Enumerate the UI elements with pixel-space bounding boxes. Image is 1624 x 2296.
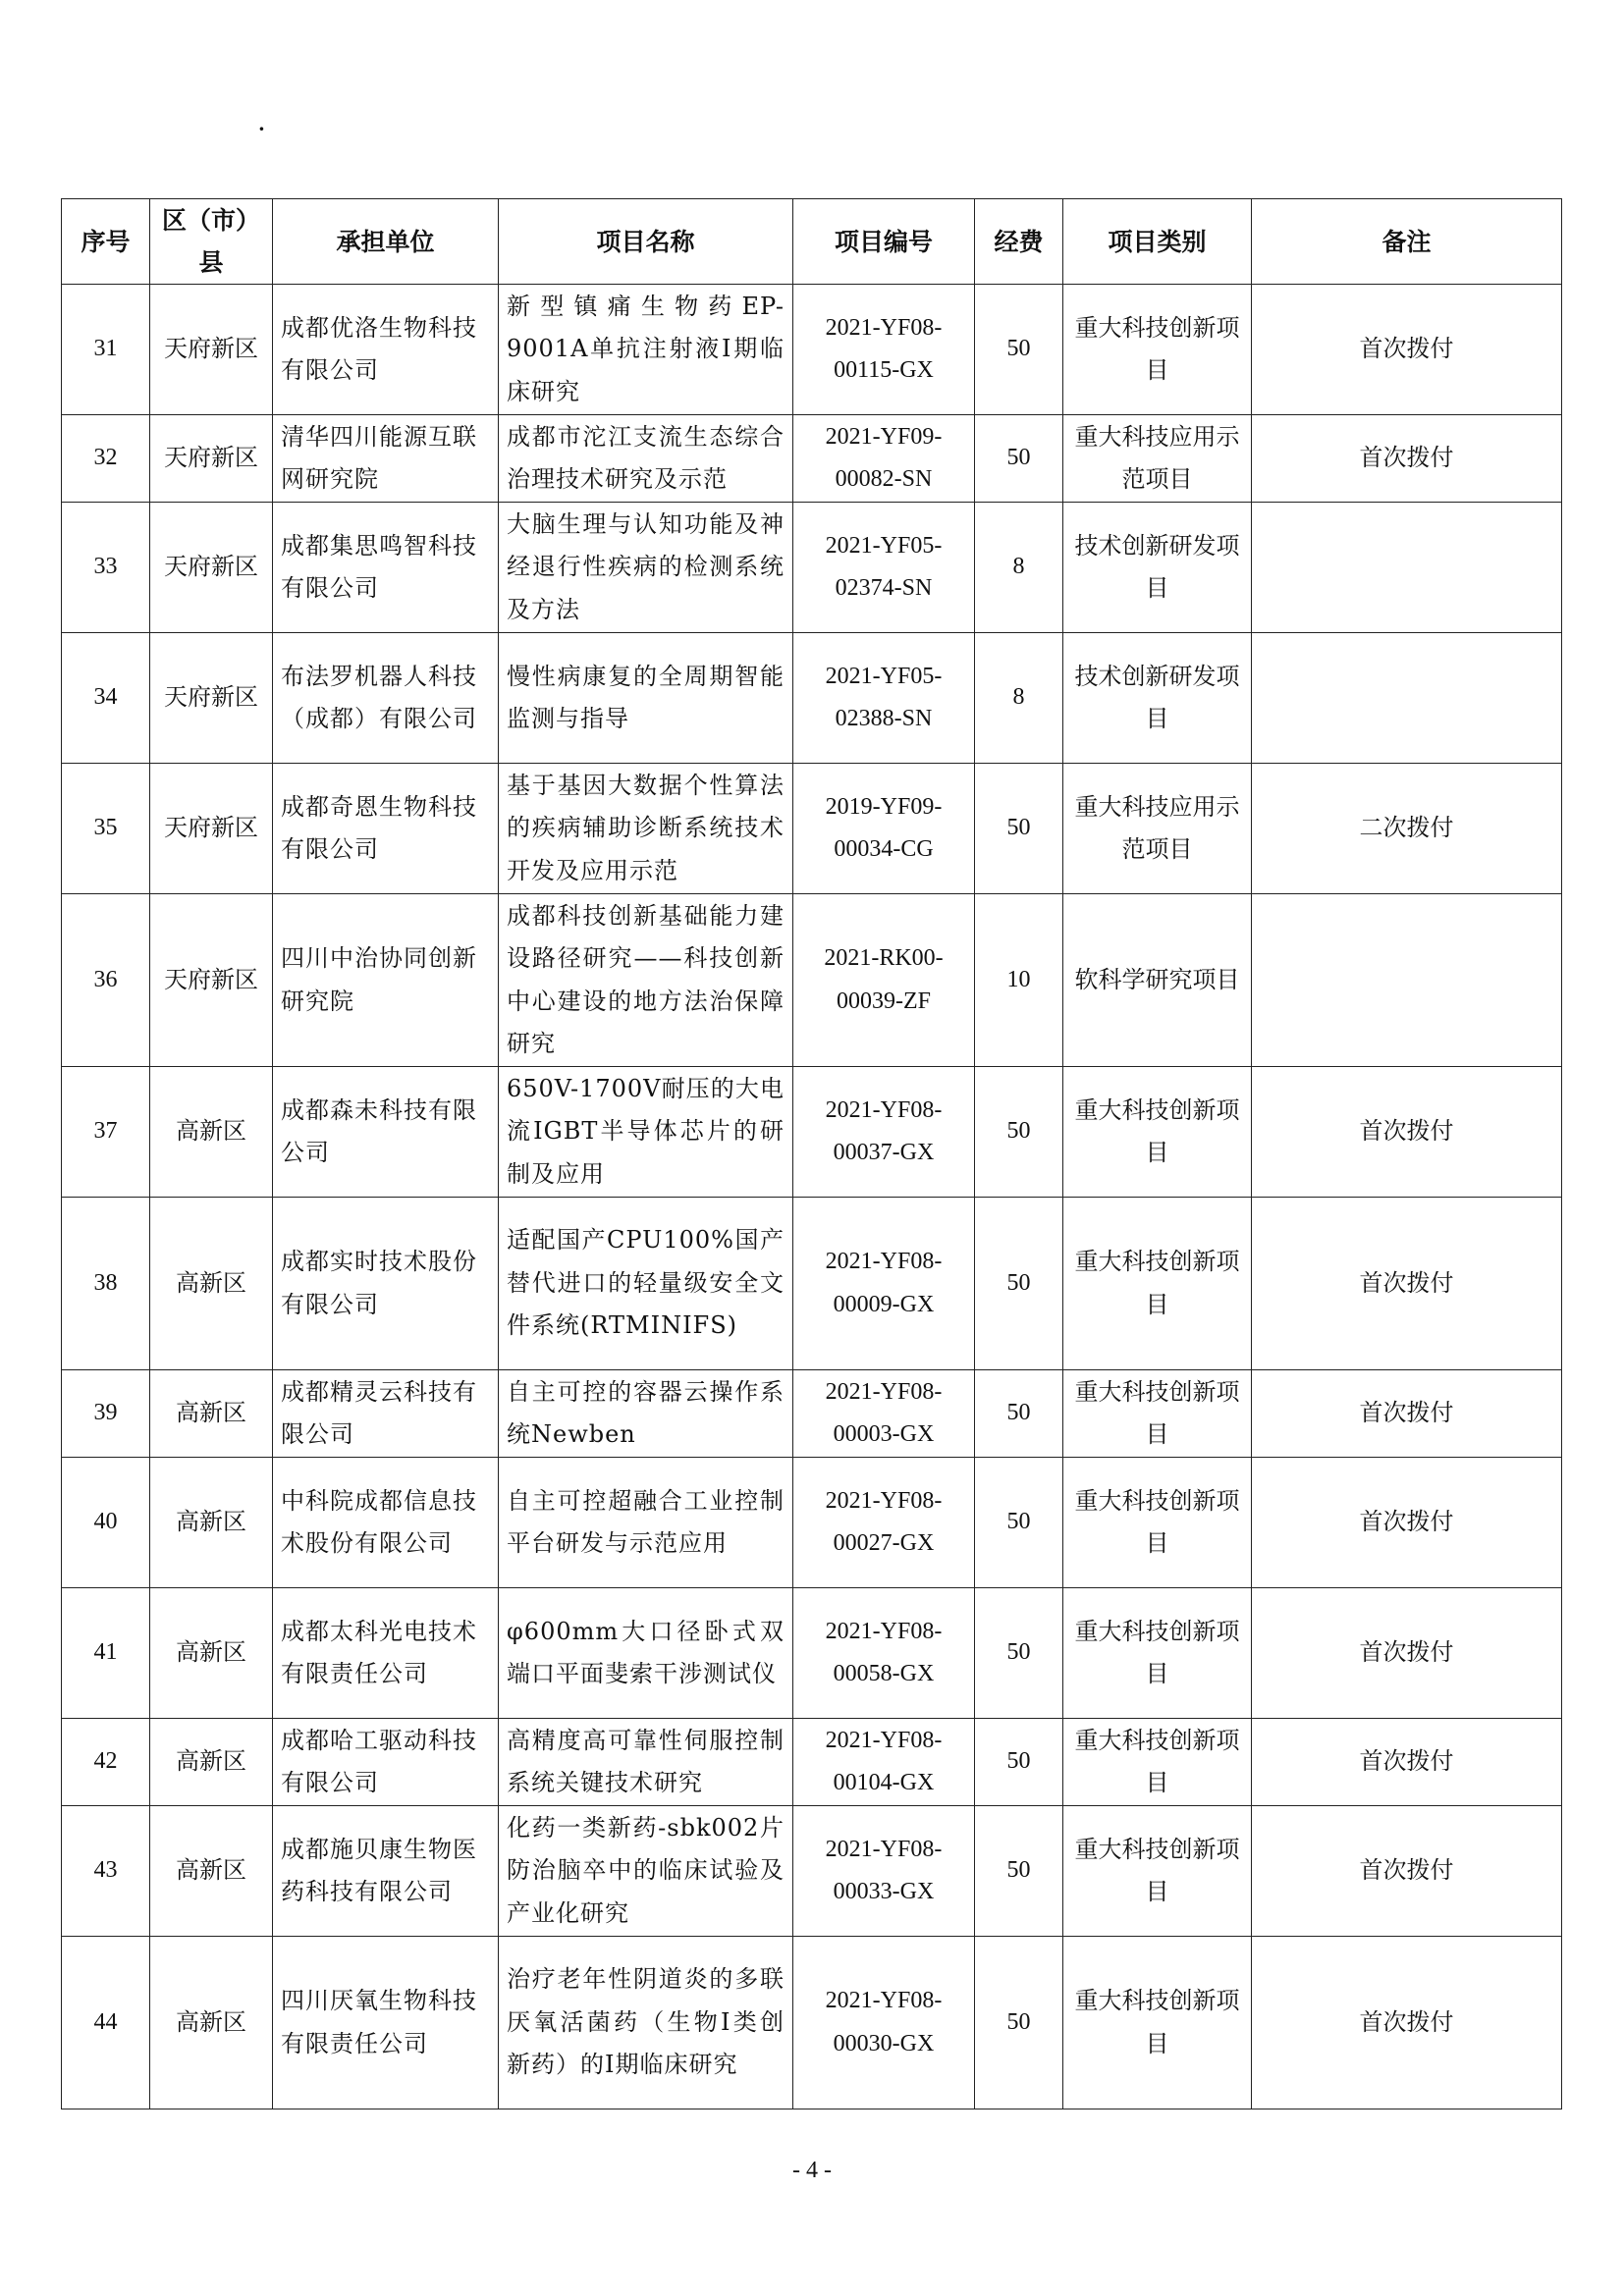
cell-category: 技术创新研发项目: [1063, 503, 1252, 633]
cell-district: 天府新区: [150, 415, 273, 503]
cell-category: 技术创新研发项目: [1063, 633, 1252, 764]
header-fund: 经费: [975, 199, 1063, 285]
cell-unit: 成都奇恩生物科技有限公司: [273, 764, 499, 894]
cell-project-code: 2021-YF08-00030-GX: [793, 1937, 975, 2109]
cell-no: 44: [62, 1937, 150, 2109]
cell-fund: 10: [975, 894, 1063, 1067]
cell-remark: 二次拨付: [1252, 764, 1562, 894]
cell-project-code: 2021-YF08-00104-GX: [793, 1719, 975, 1806]
cell-no: 33: [62, 503, 150, 633]
table-row: [62, 894, 1562, 1067]
cell-no: 37: [62, 1067, 150, 1198]
cell-district: 天府新区: [150, 503, 273, 633]
cell-project-code: 2019-YF09-00034-CG: [793, 764, 975, 894]
table-row: [62, 1937, 1562, 2109]
cell-no: 35: [62, 764, 150, 894]
cell-project-name: 新型镇痛生物药EP-9001A单抗注射液I期临床研究: [499, 285, 793, 415]
cell-fund: 50: [975, 1806, 1063, 1937]
cell-fund: 50: [975, 1198, 1063, 1370]
cell-fund: 50: [975, 1458, 1063, 1588]
cell-fund: 50: [975, 1719, 1063, 1806]
header-project-name: 项目名称: [499, 199, 793, 285]
cell-remark: 首次拨付: [1252, 1067, 1562, 1198]
table-row: [62, 1719, 1562, 1806]
cell-no: 38: [62, 1198, 150, 1370]
cell-no: 40: [62, 1458, 150, 1588]
cell-district: 天府新区: [150, 764, 273, 894]
cell-district: 高新区: [150, 1198, 273, 1370]
cell-project-name: 化药一类新药-sbk002片防治脑卒中的临床试验及产业化研究: [499, 1806, 793, 1937]
cell-district: 高新区: [150, 1067, 273, 1198]
cell-fund: 50: [975, 764, 1063, 894]
project-table: [61, 198, 1562, 2109]
cell-district: 天府新区: [150, 894, 273, 1067]
cell-category: 重大科技创新项目: [1063, 1806, 1252, 1937]
cell-district: 高新区: [150, 1937, 273, 2109]
cell-project-code: 2021-YF05-02374-SN: [793, 503, 975, 633]
cell-unit: 成都集思鸣智科技有限公司: [273, 503, 499, 633]
cell-project-name: 高精度高可靠性伺服控制系统关键技术研究: [499, 1719, 793, 1806]
cell-district: 高新区: [150, 1719, 273, 1806]
cell-no: 34: [62, 633, 150, 764]
cell-no: 31: [62, 285, 150, 415]
cell-project-code: 2021-YF08-00027-GX: [793, 1458, 975, 1588]
cell-project-name: 适配国产CPU100%国产替代进口的轻量级安全文件系统(RTMINIFS): [499, 1198, 793, 1370]
cell-fund: 50: [975, 415, 1063, 503]
cell-project-name: 大脑生理与认知功能及神经退行性疾病的检测系统及方法: [499, 503, 793, 633]
cell-unit: 成都实时技术股份有限公司: [273, 1198, 499, 1370]
cell-project-name: 治疗老年性阴道炎的多联厌氧活菌药（生物I类创新药）的I期临床研究: [499, 1937, 793, 2109]
cell-remark: 首次拨付: [1252, 1588, 1562, 1719]
cell-fund: 8: [975, 633, 1063, 764]
cell-remark: [1252, 894, 1562, 1067]
cell-unit: 中科院成都信息技术股份有限公司: [273, 1458, 499, 1588]
cell-project-code: 2021-YF08-00033-GX: [793, 1806, 975, 1937]
cell-unit: 成都施贝康生物医药科技有限公司: [273, 1806, 499, 1937]
cell-remark: 首次拨付: [1252, 1937, 1562, 2109]
cell-category: 重大科技应用示范项目: [1063, 415, 1252, 503]
cell-no: 42: [62, 1719, 150, 1806]
cell-project-name: 自主可控的容器云操作系统Newben: [499, 1370, 793, 1458]
table-row: [62, 1588, 1562, 1719]
cell-fund: 8: [975, 503, 1063, 633]
cell-category: 重大科技创新项目: [1063, 1458, 1252, 1588]
cell-district: 天府新区: [150, 633, 273, 764]
cell-remark: 首次拨付: [1252, 1198, 1562, 1370]
cell-district: 高新区: [150, 1806, 273, 1937]
table-header-row: [62, 199, 1562, 285]
cell-district: 天府新区: [150, 285, 273, 415]
cell-project-code: 2021-YF09-00082-SN: [793, 415, 975, 503]
cell-project-code: 2021-YF08-00058-GX: [793, 1588, 975, 1719]
cell-category: 软科学研究项目: [1063, 894, 1252, 1067]
cell-district: 高新区: [150, 1588, 273, 1719]
cell-category: 重大科技创新项目: [1063, 1937, 1252, 2109]
cell-remark: [1252, 633, 1562, 764]
cell-project-name: 自主可控超融合工业控制平台研发与示范应用: [499, 1458, 793, 1588]
cell-category: 重大科技创新项目: [1063, 1588, 1252, 1719]
cell-no: 43: [62, 1806, 150, 1937]
cell-remark: 首次拨付: [1252, 1370, 1562, 1458]
cell-project-name: 慢性病康复的全周期智能监测与指导: [499, 633, 793, 764]
cell-no: 32: [62, 415, 150, 503]
cell-no: 41: [62, 1588, 150, 1719]
table-row: [62, 503, 1562, 633]
cell-project-code: 2021-YF08-00009-GX: [793, 1198, 975, 1370]
header-no: 序号: [62, 199, 150, 285]
cell-unit: 成都森未科技有限公司: [273, 1067, 499, 1198]
cell-project-name: 650V-1700V耐压的大电流IGBT半导体芯片的研制及应用: [499, 1067, 793, 1198]
cell-unit: 布法罗机器人科技（成都）有限公司: [273, 633, 499, 764]
cell-project-code: 2021-YF08-00003-GX: [793, 1370, 975, 1458]
cell-unit: 成都太科光电技术有限责任公司: [273, 1588, 499, 1719]
table-row: [62, 1198, 1562, 1370]
cell-fund: 50: [975, 1937, 1063, 2109]
cell-category: 重大科技创新项目: [1063, 1370, 1252, 1458]
header-category: 项目类别: [1063, 199, 1252, 285]
cell-category: 重大科技创新项目: [1063, 1719, 1252, 1806]
cell-unit: 成都哈工驱动科技有限公司: [273, 1719, 499, 1806]
cell-district: 高新区: [150, 1370, 273, 1458]
table-row: [62, 1458, 1562, 1588]
cell-project-name: 成都科技创新基础能力建设路径研究——科技创新中心建设的地方法治保障研究: [499, 894, 793, 1067]
cell-remark: 首次拨付: [1252, 285, 1562, 415]
page-number: - 4 -: [792, 2158, 832, 2183]
cell-remark: 首次拨付: [1252, 1458, 1562, 1588]
table-row: [62, 1067, 1562, 1198]
table-row: [62, 415, 1562, 503]
cell-remark: [1252, 503, 1562, 633]
cell-fund: 50: [975, 1588, 1063, 1719]
table-row: [62, 764, 1562, 894]
cell-category: 重大科技创新项目: [1063, 1067, 1252, 1198]
cell-category: 重大科技创新项目: [1063, 1198, 1252, 1370]
cell-unit: 四川厌氧生物科技有限责任公司: [273, 1937, 499, 2109]
cell-project-code: 2021-YF08-00115-GX: [793, 285, 975, 415]
cell-no: 39: [62, 1370, 150, 1458]
header-remark: 备注: [1252, 199, 1562, 285]
header-unit: 承担单位: [273, 199, 499, 285]
cell-unit: 成都优洛生物科技有限公司: [273, 285, 499, 415]
table-body: [62, 285, 1562, 2109]
header-mark: ·: [257, 113, 266, 145]
cell-fund: 50: [975, 1067, 1063, 1198]
table-row: [62, 1806, 1562, 1937]
table-row: [62, 285, 1562, 415]
cell-remark: 首次拨付: [1252, 415, 1562, 503]
cell-project-code: 2021-YF05-02388-SN: [793, 633, 975, 764]
cell-unit: 清华四川能源互联网研究院: [273, 415, 499, 503]
header-project-code: 项目编号: [793, 199, 975, 285]
cell-project-name: φ600mm大口径卧式双端口平面斐索干涉测试仪: [499, 1588, 793, 1719]
cell-remark: 首次拨付: [1252, 1719, 1562, 1806]
cell-district: 高新区: [150, 1458, 273, 1588]
cell-unit: 成都精灵云科技有限公司: [273, 1370, 499, 1458]
table-row: [62, 633, 1562, 764]
header-district: 区（市）县: [150, 199, 273, 285]
cell-project-name: 基于基因大数据个性算法的疾病辅助诊断系统技术开发及应用示范: [499, 764, 793, 894]
cell-category: 重大科技应用示范项目: [1063, 764, 1252, 894]
cell-fund: 50: [975, 285, 1063, 415]
cell-project-code: 2021-YF08-00037-GX: [793, 1067, 975, 1198]
cell-unit: 四川中治协同创新研究院: [273, 894, 499, 1067]
cell-no: 36: [62, 894, 150, 1067]
table-row: [62, 1370, 1562, 1458]
cell-project-code: 2021-RK00-00039-ZF: [793, 894, 975, 1067]
cell-category: 重大科技创新项目: [1063, 285, 1252, 415]
cell-project-name: 成都市沱江支流生态综合治理技术研究及示范: [499, 415, 793, 503]
cell-remark: 首次拨付: [1252, 1806, 1562, 1937]
cell-fund: 50: [975, 1370, 1063, 1458]
